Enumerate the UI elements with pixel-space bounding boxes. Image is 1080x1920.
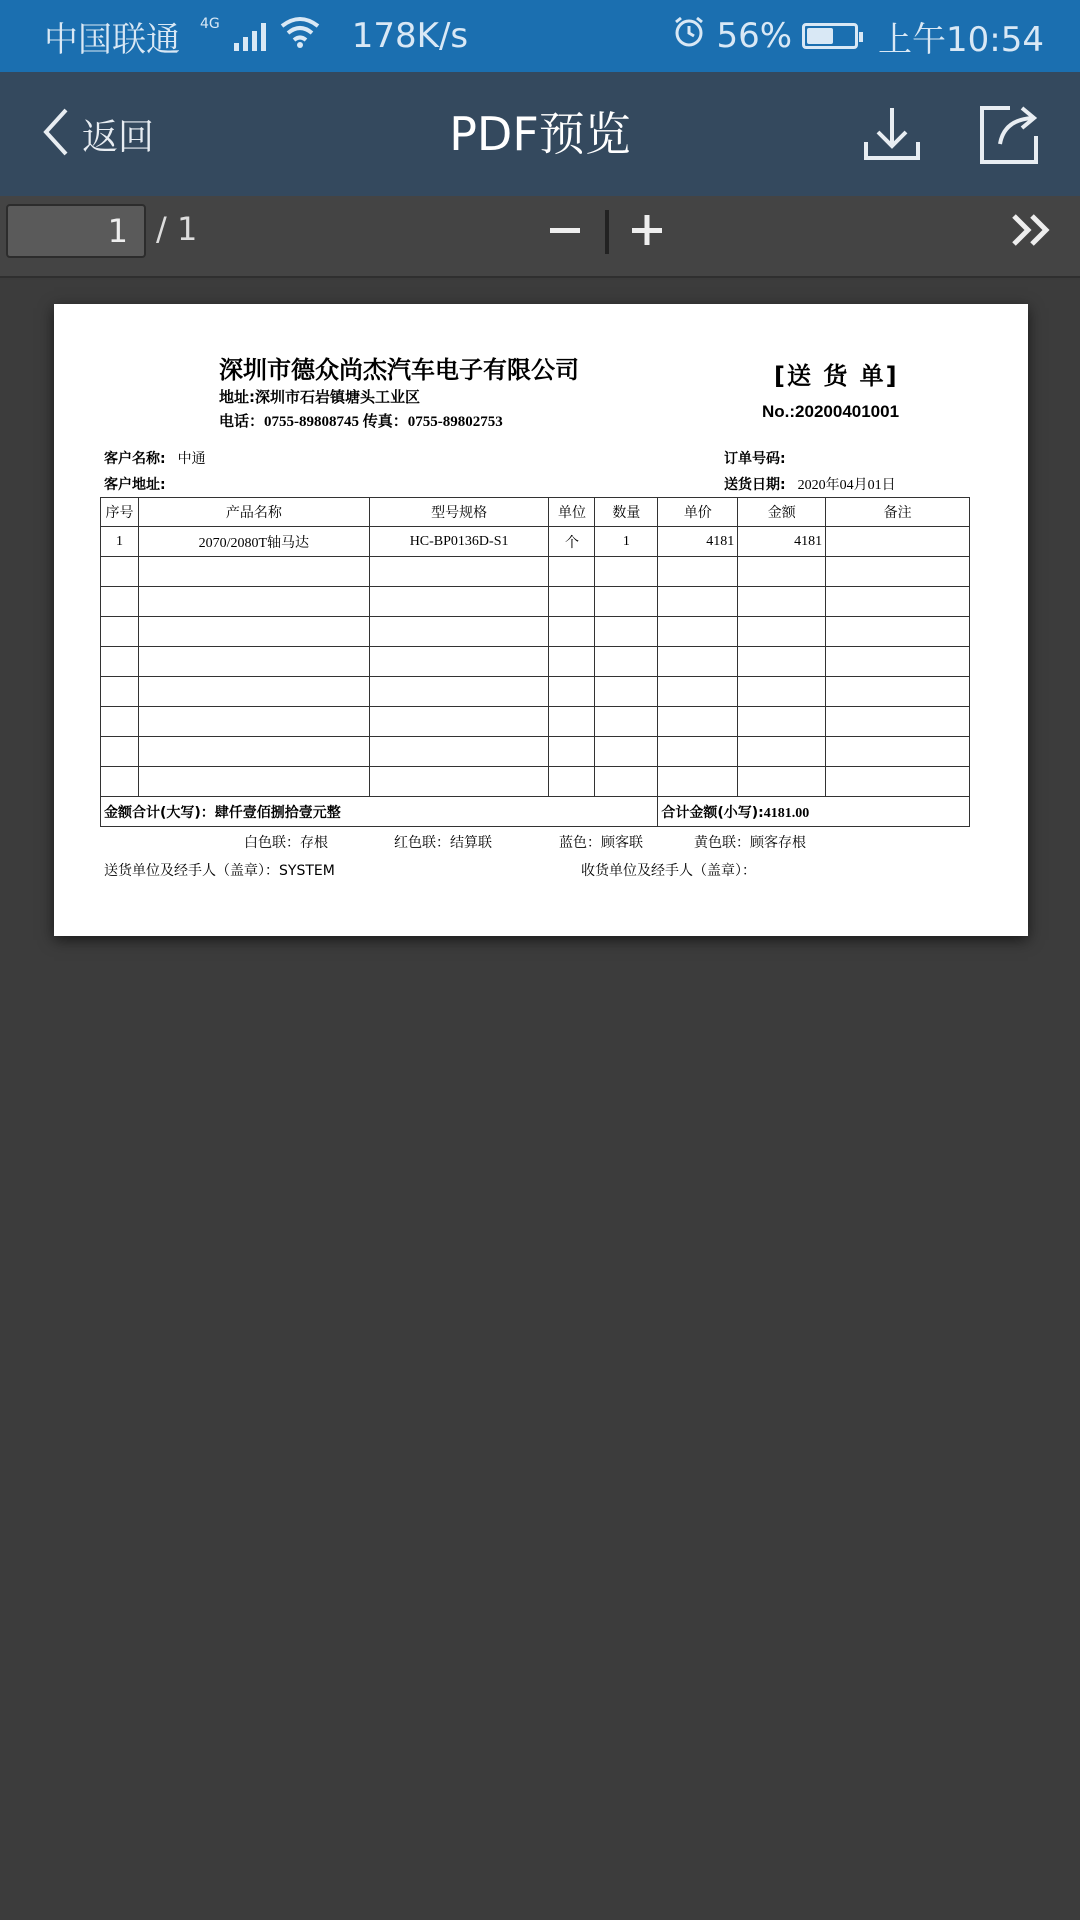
plus-icon [628, 206, 668, 254]
table-cell [738, 677, 826, 707]
table-cell [826, 527, 970, 557]
table-cell [595, 617, 658, 647]
table-cell [826, 557, 970, 587]
table-row [101, 677, 970, 707]
table-cell [738, 587, 826, 617]
table-cell [658, 557, 738, 587]
nav-bar [0, 72, 1080, 196]
table-cell [658, 707, 738, 737]
table-cell [549, 767, 595, 797]
column-header: 备注 [826, 498, 970, 527]
table-row [101, 527, 970, 557]
order-number-field [724, 448, 798, 468]
table-cell: 个 [549, 527, 595, 557]
table-cell [101, 557, 139, 587]
company-phone: 电话：0755-89808745 传真：0755-89802753 [219, 414, 503, 430]
table-cell [369, 557, 549, 587]
copy-yellow: 黄色联：顾客存根 [694, 835, 806, 851]
back-label: 返回 [82, 116, 155, 158]
network-type: 4G [200, 16, 220, 32]
company-address: 地址:深圳市石岩镇塘头工业区 [219, 388, 420, 406]
download-button[interactable] [860, 102, 924, 166]
table-cell [101, 677, 139, 707]
table-header-row [101, 498, 970, 527]
network-speed: 178K/s [351, 16, 469, 56]
table-cell [369, 677, 549, 707]
table-row [101, 647, 970, 677]
column-header: 产品名称 [138, 498, 369, 527]
share-button[interactable] [976, 102, 1046, 166]
table-cell [549, 647, 595, 677]
customer-address-label: 客户地址: [104, 477, 166, 493]
table-row [101, 557, 970, 587]
signal-icon [234, 21, 266, 51]
carrier-label: 中国联通 [44, 19, 180, 60]
company-name: 深圳市德众尚杰汽车电子有限公司 [219, 356, 579, 384]
battery-percent: 56% [716, 16, 793, 56]
table-cell: 4181 [738, 527, 826, 557]
table-cell [549, 707, 595, 737]
column-header: 金额 [738, 498, 826, 527]
table-row [101, 737, 970, 767]
table-cell [549, 677, 595, 707]
table-cell [738, 617, 826, 647]
table-cell [658, 677, 738, 707]
table-cell: 1 [595, 527, 658, 557]
table-cell [658, 767, 738, 797]
table-cell [138, 647, 369, 677]
customer-name-label: 客户名称: [104, 451, 166, 467]
table-cell [369, 767, 549, 797]
delivery-date-value: 2020年04月01日 [797, 478, 896, 493]
table-cell [138, 767, 369, 797]
pdf-page [54, 304, 1028, 936]
sender-signature: 送货单位及经手人（盖章）：SYSTEM [104, 863, 335, 879]
table-cell: 1 [101, 527, 139, 557]
table-cell [595, 647, 658, 677]
table-cell [549, 617, 595, 647]
total-row [101, 797, 970, 827]
total-lower-value: 4181.00 [763, 805, 810, 821]
table-cell [738, 647, 826, 677]
copy-red: 红色联：结算联 [394, 835, 492, 851]
table-cell [826, 707, 970, 737]
total-lower-cell [658, 797, 970, 827]
table-cell [369, 647, 549, 677]
total-upper-value: 肆仟壹佰捌拾壹元整 [214, 804, 341, 821]
table-cell [138, 557, 369, 587]
pdf-toolbar [0, 196, 1080, 278]
receiver-signature: 收货单位及经手人（盖章）： [581, 863, 756, 879]
table-cell [369, 587, 549, 617]
table-cell [738, 707, 826, 737]
table-cell [549, 587, 595, 617]
table-cell [658, 617, 738, 647]
table-cell [826, 767, 970, 797]
download-icon [860, 102, 924, 166]
zoom-in-button[interactable] [628, 206, 668, 254]
delivery-date-field [724, 474, 896, 494]
table-cell [595, 557, 658, 587]
table-cell [549, 737, 595, 767]
table-cell [826, 647, 970, 677]
table-cell: HC-BP0136D-S1 [369, 527, 549, 557]
next-page-button[interactable] [1010, 210, 1054, 250]
copy-blue: 蓝色：顾客联 [559, 835, 643, 851]
table-cell [595, 587, 658, 617]
table-cell [826, 617, 970, 647]
table-cell: 4181 [658, 527, 738, 557]
table-cell [595, 737, 658, 767]
battery-icon [802, 23, 858, 49]
zoom-out-button[interactable] [546, 206, 586, 254]
table-cell [101, 737, 139, 767]
toolbar-divider [605, 210, 609, 254]
table-cell [138, 677, 369, 707]
status-bar [0, 0, 1080, 72]
table-cell [595, 767, 658, 797]
column-header: 型号规格 [369, 498, 549, 527]
table-cell [826, 737, 970, 767]
items-table [100, 497, 970, 827]
table-cell [549, 557, 595, 587]
table-cell [369, 617, 549, 647]
table-row [101, 587, 970, 617]
customer-name-value: 中通 [177, 452, 206, 467]
double-chevron-right-icon [1010, 210, 1054, 250]
table-cell [138, 617, 369, 647]
table-cell [369, 737, 549, 767]
document-type: [送 货 单] [774, 362, 899, 390]
table-cell [658, 587, 738, 617]
clock: 上午10:54 [878, 19, 1044, 60]
table-cell [138, 587, 369, 617]
delivery-date-label: 送货日期: [724, 477, 786, 493]
page-title: PDF预览 [449, 107, 631, 161]
table-cell [738, 557, 826, 587]
table-row [101, 707, 970, 737]
table-cell [595, 677, 658, 707]
share-icon [976, 102, 1046, 166]
minus-icon [546, 206, 586, 254]
table-cell [138, 737, 369, 767]
table-cell [826, 587, 970, 617]
order-number-label: 订单号码: [724, 451, 786, 467]
table-cell [595, 707, 658, 737]
column-header: 数量 [595, 498, 658, 527]
table-cell [658, 647, 738, 677]
page-total: / 1 [156, 210, 198, 248]
table-cell: 2070/2080T轴马达 [138, 527, 369, 557]
table-row [101, 767, 970, 797]
copy-white: 白色联：存根 [244, 835, 328, 851]
alarm-icon [672, 15, 706, 58]
wifi-icon [280, 16, 320, 57]
table-cell [738, 767, 826, 797]
customer-address-field [104, 474, 178, 494]
total-lower-label: 合计金额(小写): [661, 804, 764, 821]
page-number-input[interactable]: 1 [6, 204, 146, 258]
table-cell [101, 617, 139, 647]
column-header: 单价 [658, 498, 738, 527]
table-row [101, 617, 970, 647]
pdf-viewer[interactable] [0, 280, 1080, 1920]
column-header: 序号 [101, 498, 139, 527]
total-upper-label: 金额合计(大写)： [104, 804, 215, 821]
table-cell [826, 677, 970, 707]
table-cell [101, 647, 139, 677]
table-cell [658, 737, 738, 767]
document-number: No.:20200401001 [762, 402, 900, 421]
table-cell [101, 587, 139, 617]
table-cell [101, 767, 139, 797]
table-cell [369, 707, 549, 737]
customer-name-field [104, 448, 206, 468]
table-cell [138, 707, 369, 737]
table-cell [101, 707, 139, 737]
column-header: 单位 [549, 498, 595, 527]
table-cell [738, 737, 826, 767]
total-upper-cell [101, 797, 658, 827]
